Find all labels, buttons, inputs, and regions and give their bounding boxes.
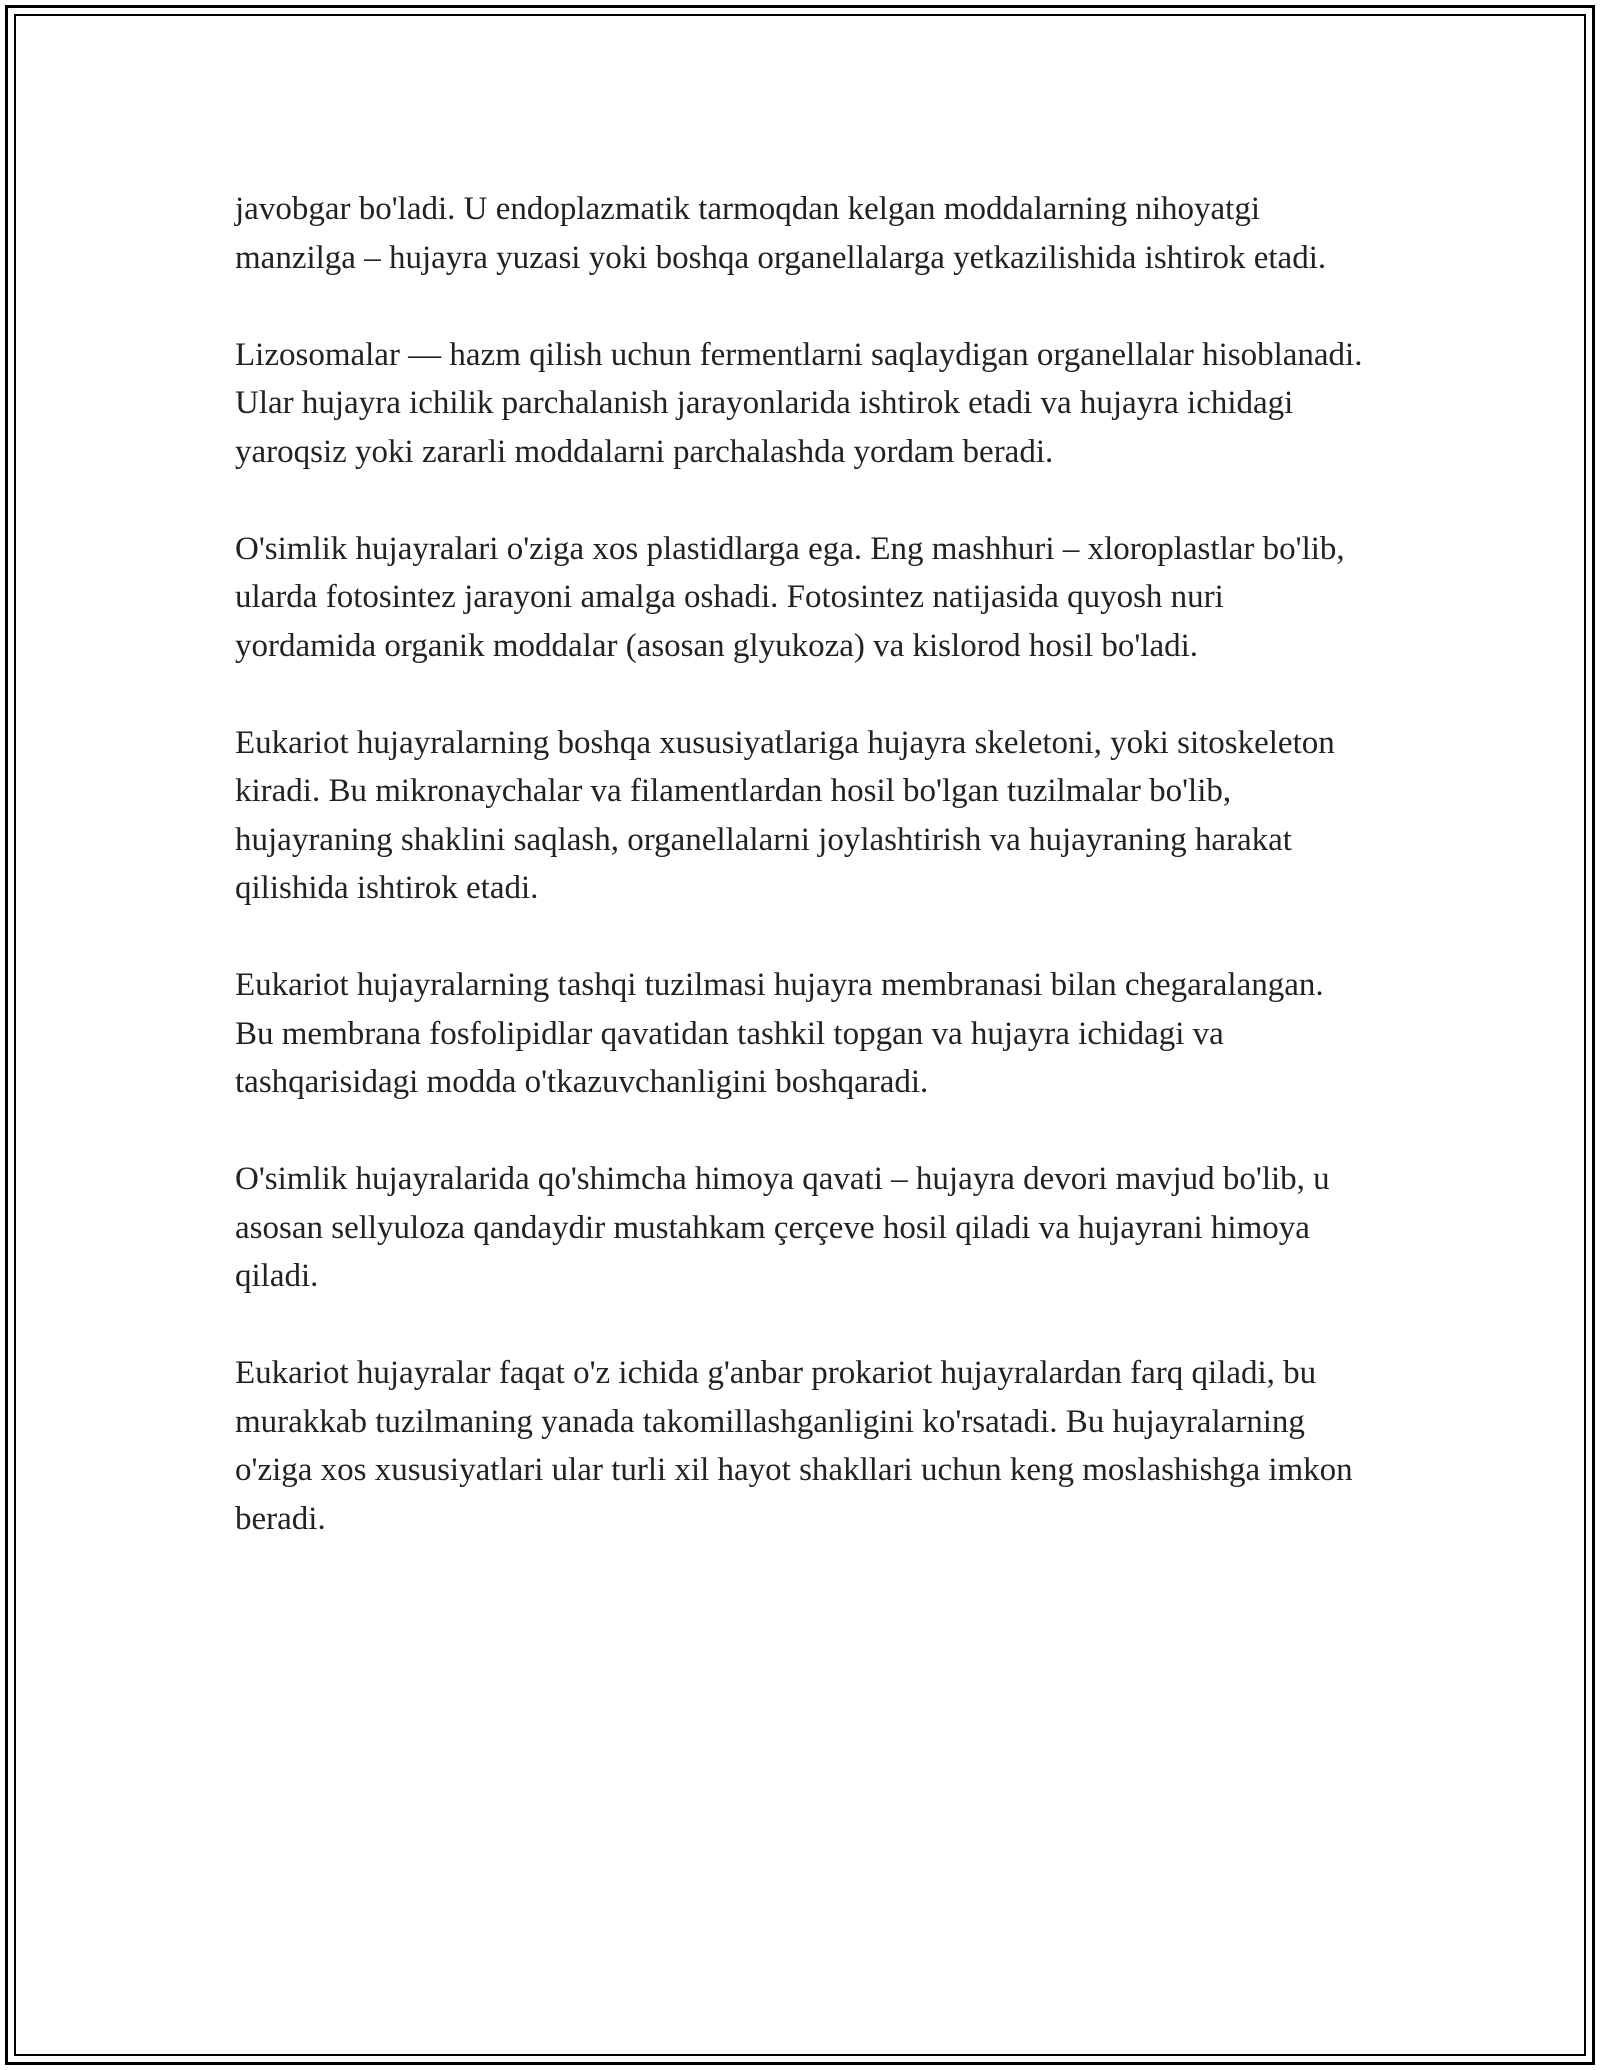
paragraph-cell-wall: O'simlik hujayralarida qo'shimcha himoya qavati – hujayra devori mavjud bo'lib, u asosan sellyuloza qandaydir mustahkam çerçeve hosil qiladi va hujayrani himoya qiladi. [235, 1161, 1330, 1294]
document-body [235, 185, 1365, 1592]
paragraph-plastids: O'simlik hujayralari o'ziga xos plastidlarga ega. Eng mashhuri – xloroplastlar bo'lib, ularda fotosintez jarayoni amalga oshadi. Fotosintez natijasida quyosh nuri yordamida organik moddalar (asosan glyukoza) va kislorod hosil bo'ladi. [235, 530, 1345, 664]
paragraph-golgi: javobgar bo'ladi. U endoplazmatik tarmoqdan kelgan moddalarning nihoyatgi manzilga – hujayra yuzasi yoki boshqa organellalarga yetkazilishida ishtirok etadi. [235, 191, 1327, 276]
paragraph-cytoskeleton: Eukariot hujayralarning boshqa xususiyatlariga hujayra skeletoni, yoki sitoskeleton kiradi. Bu mikronaychalar va filamentlardan hosil bo'lgan tuzilmalar bo'lib, hujayraning shaklini saqlash, organellalarni joylashtirish va hujayraning harakat qilishida ishtirok etadi. [235, 724, 1335, 906]
paragraph-cell-membrane: Eukariot hujayralarning tashqi tuzilmasi hujayra membranasi bilan chegaralangan. Bu membrana fosfolipidlar qavatidan tashkil topgan va hujayra ichidagi va tashqarisidagi modda o'tkazuvchanligini boshqaradi. [235, 967, 1324, 1100]
paragraph-conclusion: Eukariot hujayralar faqat o'z ichida g'anbar prokariot hujayralardan farq qiladi, bu murakkab tuzilmaning yanada takomillashganligini ko'rsatadi. Bu hujayralarning o'ziga xos xususiyatlari ular turli xil hayot shakllari uchun keng moslashishga imkon beradi. [235, 1355, 1353, 1537]
paragraph-lysosomes: Lizosomalar — hazm qilish uchun fermentlarni saqlaydigan organellalar hisoblanadi. Ular hujayra ichilik parchalanish jarayonlarida ishtirok etadi va hujayra ichidagi yaroqsiz yoki zararli moddalarni parchalashda yordam beradi. [235, 336, 1363, 470]
